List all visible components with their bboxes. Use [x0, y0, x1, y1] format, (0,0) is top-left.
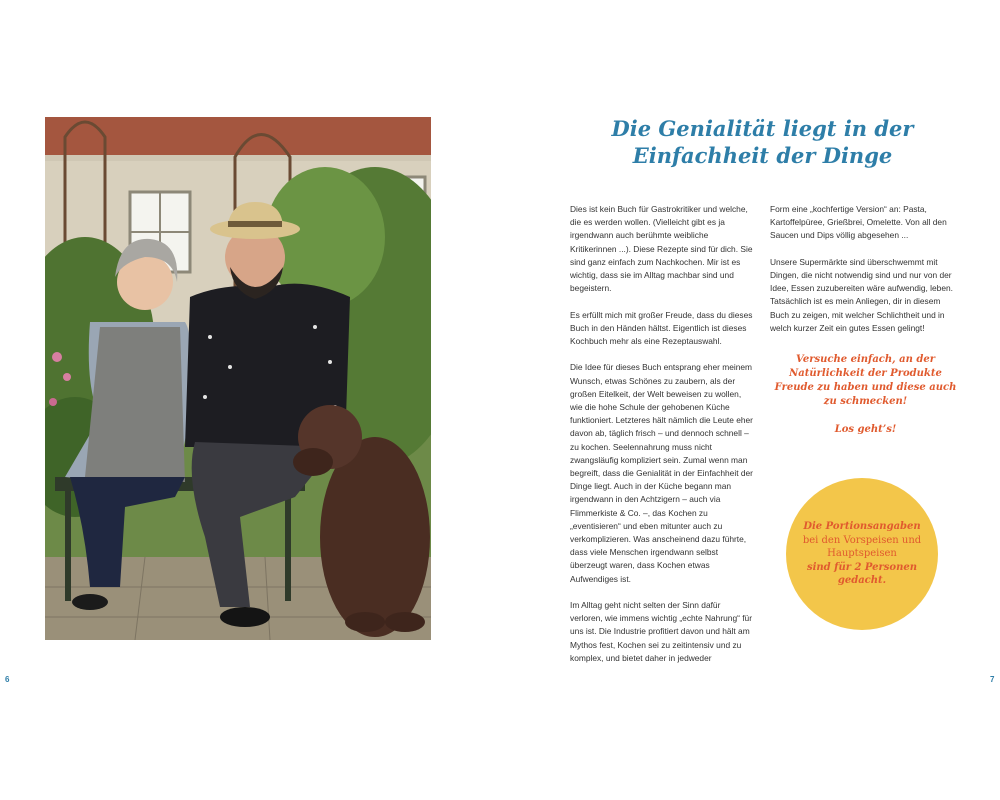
garden-couple-dog-image — [45, 117, 431, 640]
page-number-left: 6 — [5, 675, 10, 684]
portrait-photo — [45, 117, 431, 640]
paragraph: Die Idee für dieses Buch entsprang eher meinem Wunsch, etwas Schönes zu zaubern, als der großen Eitelkeit, der Welt beweisen zu wollen, wie die hohe Schule der gehobenen Küche funktioniert. Letzteres hält nämlich die Leute eher davon ab, täglich frisch – und dennoch schnell – zu kochen. Seelennahrung muss nicht zwangsläufig kompliziert sein. Zumal wenn man begreift, dass die Genialität in der Einfachheit der Dinge liegt. Auch in der Küche begann man irgendwann in den Achtzigern – auch via Flimmerkiste & Co. –, das Kochen zu „eventisieren“ und eben mitunter auch zu verkomplizieren. Was anscheinend dazu führte, dass viele Menschen irgendwann selbst überzeugt waren, dass Kochen etwas Aufwendiges ist. — [570, 362, 753, 584]
headline-emphasis-2: Einfachheit — [632, 143, 770, 168]
portion-note-badge — [786, 478, 938, 630]
pull-quote — [768, 353, 963, 451]
headline-emphasis-1: Genialität — [658, 116, 776, 141]
page-number-right: 7 — [990, 675, 995, 684]
paragraph: Unsere Supermärkte sind überschwemmt mit Dingen, die nicht notwendig sind und nur von der Idee, Essen zuzubereiten wäre aufwendig, leben. Tatsächlich ist es mein Anliegen, dir in diesem Buch zu zeigen, mit welcher Schlichtheit und in welch kurzer Zeit ein gutes Essen gelingt! — [770, 256, 953, 333]
headline-line-2: Einfachheit der Dinge — [632, 143, 893, 168]
text-column-right — [770, 203, 955, 348]
paragraph: Form eine „kochfertige Version“ an: Pasta, Kartoffelpüree, Grießbrei, Omelette. Von all den Saucen und Dips völlig abgesehen ... — [770, 204, 947, 241]
headline-line-1: Die Genialität liegt in der — [611, 116, 914, 141]
paragraph: Es erfüllt mich mit großer Freude, dass du dieses Buch in den Händen hältst. Eigentlich ist dieses Kochbuch mehr als eine Rezeptauswahl. — [570, 309, 753, 347]
page-headline — [560, 115, 965, 169]
paragraph: Im Alltag geht nicht selten der Sinn dafür verloren, wie immens wichtig „echte Nahrung“ für uns ist. Die Industrie profitiert davon und hält am Mythos fest, Kochen sei zu zeitintensiv und zu komplex, und bietet daher in jedweder — [570, 600, 752, 663]
paragraph: Dies ist kein Buch für Gastrokritiker und welche, die es werden wollen. (Vielleicht gibt es ja irgendwann auch berühmte weibliche Kritikerinnen ...). Diese Rezepte sind für dich. Sie sind ganz einfach zum Nachkochen. Mir ist es wichtig, dass sie im Alltag machbar sind und begeistern. — [570, 204, 753, 294]
pull-quote-text: Versuche einfach, an der Natürlichkeit der Produkte Freude zu haben und diese auch zu schmecken! — [774, 354, 957, 407]
portion-note-text: Die Portionsangaben bei den Vorspeisen und Hauptspeisen sind für 2 Personen gedacht. — [802, 521, 922, 587]
text-column-left — [570, 203, 755, 678]
pull-quote-closing: Los geht’s! — [834, 424, 897, 435]
